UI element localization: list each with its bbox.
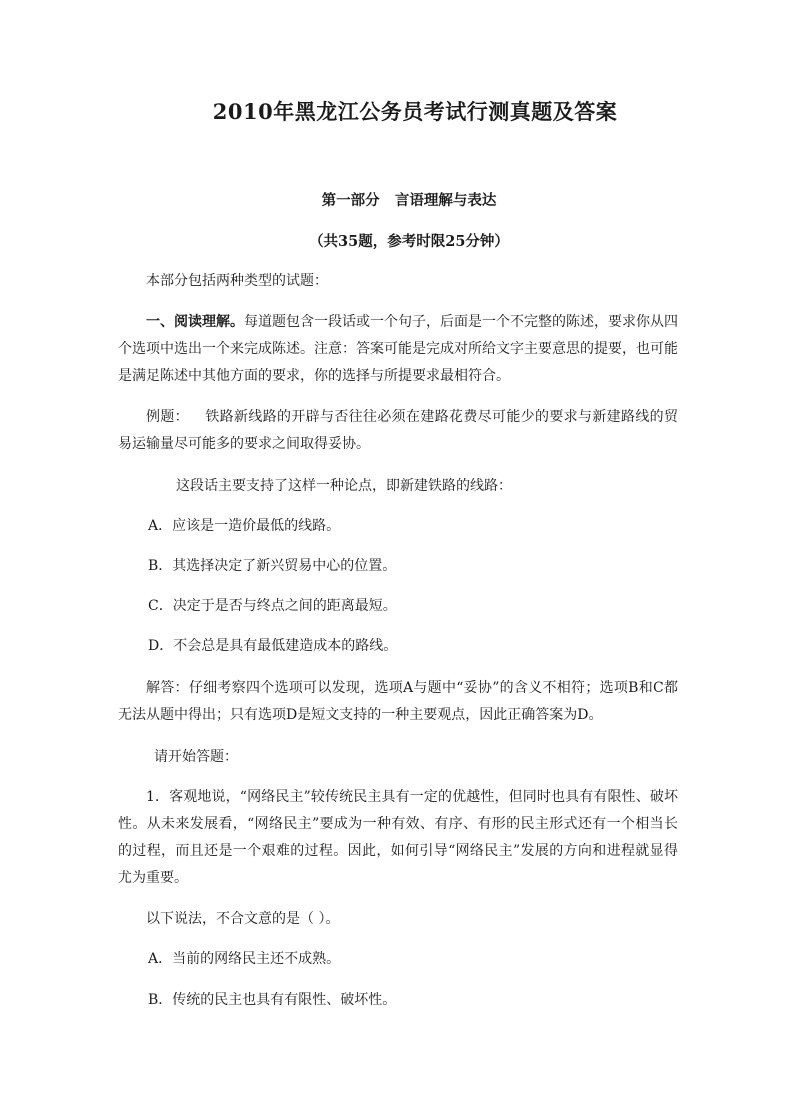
- question-1-option-a: A．当前的网络民主还不成熟。: [148, 951, 341, 967]
- part-title: 第一部分 言语理解与表达: [321, 192, 497, 209]
- start-prompt: 请开始答题：: [154, 749, 238, 765]
- example-option-b: B．其选择决定了新兴贸易中心的位置。: [148, 558, 397, 574]
- example-option-d: D．不会总是具有最低建造成本的路线。: [148, 638, 398, 654]
- example-paragraph: [118, 404, 678, 458]
- document-title: 2010年黑龙江公务员考试行测真题及答案: [212, 99, 618, 124]
- question-1-prompt: 以下说法，不合文意的是（ ）。: [146, 911, 340, 927]
- section1-text: 每道题包含一段话或一个句子，后面是一个不完整的陈述，要求你从四个选项中选出一个来完成陈述。注意：答案可能是完成对所给文字主要意思的提要，也可能是满足陈述中其他方面的要求，你的选择与所提要求最相符合。: [118, 314, 678, 384]
- example-question: 这段话主要支持了这样一种论点，即新建铁路的线路：: [176, 478, 512, 494]
- intro-paragraph: 本部分包括两种类型的试题：: [146, 273, 328, 289]
- example-text: 铁路新线路的开辟与否往往必须在建路花费尽可能少的要求与新建路线的贸易运输量尽可能多的要求之间取得妥协。: [118, 409, 678, 452]
- question-1-option-b: B．传统的民主也具有有限性、破坏性。: [148, 992, 397, 1008]
- question-1-text: 1．客观地说，“网络民主”较传统民主具有一定的优越性，但同时也具有有限性、破坏性。从未来发展看，“网络民主”要成为一种有效、有序、有形的民主形式还有一个相当长的过程，而且还是一个艰难的过程。因此，如何引导“网络民主”发展的方向和进程就显得尤为重要。: [118, 789, 678, 886]
- section1-heading: 一、阅读理解。: [146, 314, 244, 330]
- example-answer: 解答：仔细考察四个选项可以发现，选项A与题中“妥协”的含义不相符；选项B和C都无法从题中得出；只有选项D是短文支持的一种主要观点，因此正确答案为D。: [118, 680, 678, 723]
- section1-paragraph: [118, 309, 678, 390]
- example-option-c: C．决定于是否与终点之间的距离最短。: [148, 598, 397, 614]
- part-subtitle: （共35题，参考时限25分钟）: [309, 233, 509, 250]
- example-label: 例题：: [146, 409, 189, 425]
- example-option-a: A．应该是一造价最低的线路。: [148, 518, 341, 534]
